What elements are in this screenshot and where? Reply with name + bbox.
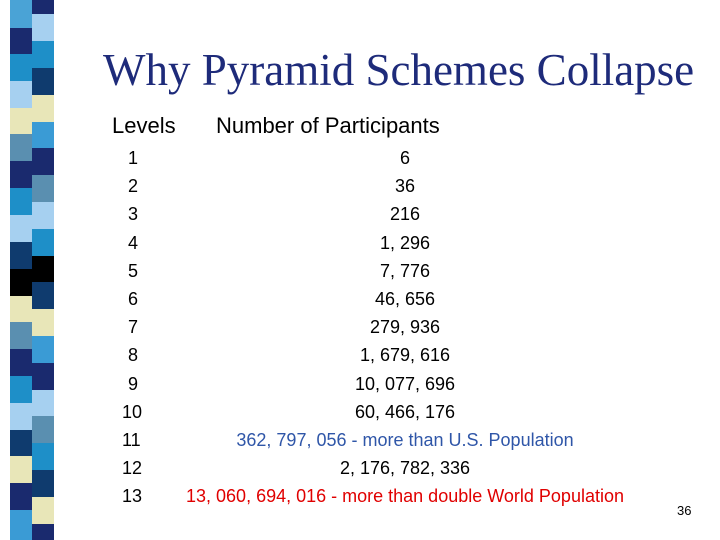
table-row [0,454,720,482]
participants-header: Number of Participants [216,113,440,138]
table-row [0,398,720,426]
participants-cell: 13, 060, 694, 016 - more than double World Population [186,486,624,507]
table-row [0,482,720,510]
level-cell: 13 [122,486,143,507]
level-cell: 7 [128,317,139,338]
level-cell: 5 [128,260,139,281]
participants-cell: 36 [394,176,416,197]
participants-cell: 60, 466, 176 [354,401,456,422]
participants-cell: 362, 797, 056 - more than U.S. Population [236,430,574,450]
table-row [0,313,720,341]
table-row [0,200,720,228]
level-cell: 8 [128,345,139,366]
table-row [0,370,720,398]
table-row [0,144,720,172]
participants-cell: 46, 656 [374,289,436,309]
level-cell: 6 [128,289,139,309]
slide-title: Why Pyramid Schemes Collapse [103,45,695,95]
level-cell: 10 [122,401,143,422]
participants-cell: 279, 936 [369,317,441,338]
participants-cell: 216 [389,204,421,225]
table-row [0,426,720,454]
level-cell: 2 [128,176,139,197]
table-row [0,257,720,285]
participants-cell: 7, 776 [379,260,431,281]
level-cell: 3 [128,204,139,225]
table-row [0,285,720,313]
levels-header: Levels [112,113,176,138]
level-cell: 12 [122,458,143,479]
participants-cell: 10, 077, 696 [354,373,456,394]
level-cell: 9 [128,373,139,394]
level-cell: 4 [128,232,139,253]
page-number: 36 [677,503,692,518]
table-row [0,172,720,200]
level-cell: 11 [122,430,141,450]
table-row [0,229,720,257]
participants-cell: 6 [399,148,411,168]
level-cell: 1 [128,148,139,168]
participants-cell: 2, 176, 782, 336 [339,458,471,479]
participants-cell: 1, 296 [379,232,431,253]
participants-cell: 1, 679, 616 [359,345,451,366]
table-row [0,341,720,369]
